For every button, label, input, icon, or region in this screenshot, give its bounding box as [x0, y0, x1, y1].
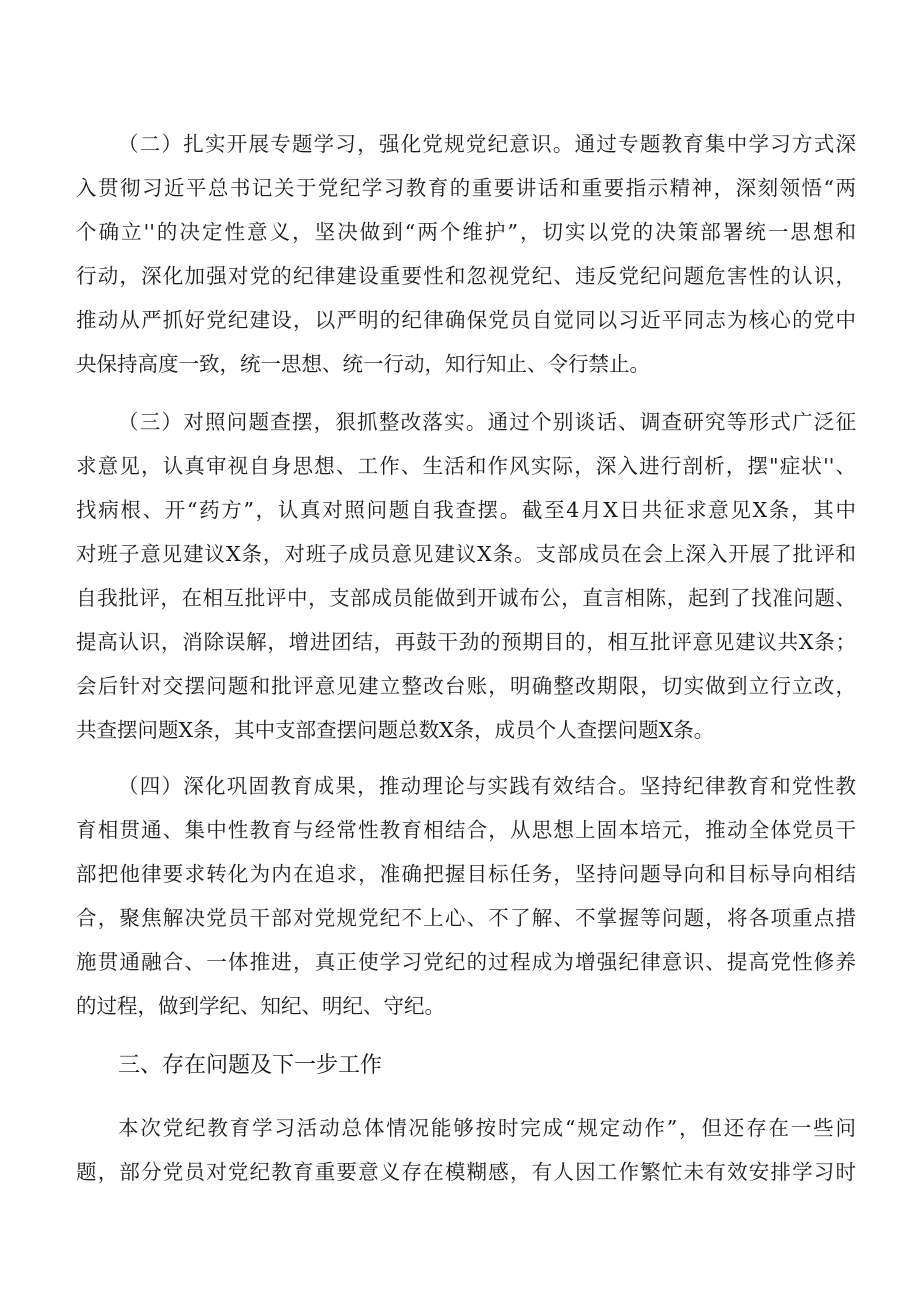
- paragraph-line: 推动从严抓好党纪建设，以严明的纪律确保党员自觉同以习近平同志为核心的党中: [76, 308, 856, 332]
- paragraph-line: 求意见，认真审视自身思想、工作、生活和作风实际，深入进行剖析，摆"症状''、: [76, 454, 856, 478]
- paragraph-line: 个确立''的决定性意义，坚决做到“两个维护”，切实以党的决策部署统一思想和: [76, 220, 856, 244]
- paragraph-line: 施贯通融合、一体推进，真正使学习党纪的过程成为增强纪律意识、提高党性修养: [76, 950, 856, 974]
- paragraph-line: 共查摆问题X条，其中支部查摆问题总数X条，成员个人查摆问题X条。: [76, 718, 715, 742]
- paragraph-line: （二）扎实开展专题学习，强化党规党纪意识。通过专题教育集中学习方式深: [118, 132, 856, 156]
- paragraph-line: 找病根、开“药方”，认真对照问题自我查摆。截至4月X日共征求意见X条，其中: [76, 498, 856, 522]
- paragraph-line: 题，部分党员对党纪教育重要意义存在模糊感，有人因工作繁忙未有效安排学习时: [76, 1160, 856, 1184]
- paragraph-line: 自我批评，在相互批评中，支部成员能做到开诚布公，直言相陈，起到了找准问题、: [76, 586, 856, 610]
- section-heading: 三、存在问题及下一步工作: [118, 1053, 383, 1078]
- paragraph-line: 合，聚焦解决党员干部对党规党纪不上心、不了解、不掌握等问题，将各项重点措: [76, 906, 856, 930]
- paragraph-line: 行动，深化加强对党的纪律建设重要性和忽视党纪、违反党纪问题危害性的认识，: [76, 264, 856, 288]
- paragraph-line: 本次党纪教育学习活动总体情况能够按时完成“规定动作”，但还存在一些问: [118, 1116, 856, 1140]
- paragraph-line: 央保持高度一致，统一思想、统一行动，知行知止、令行禁止。: [76, 352, 650, 376]
- paragraph-line: （四）深化巩固教育成果，推动理论与实践有效结合。坚持纪律教育和党性教: [118, 774, 856, 798]
- paragraph-line: 入贯彻习近平总书记关于党纪学习教育的重要讲话和重要指示精神，深刻领悟“两: [76, 176, 856, 200]
- paragraph-line: （三）对照问题查摆，狠抓整改落实。通过个别谈话、调查研究等形式广泛征: [118, 410, 856, 434]
- paragraph-line: 提高认识，消除误解，增进团结，再鼓干劲的预期目的，相互批评意见建议共X条；: [76, 630, 856, 654]
- paragraph-line: 的过程，做到学纪、知纪、明纪、守纪。: [76, 994, 445, 1018]
- paragraph-line: 对班子意见建议X条，对班子成员意见建议X条。支部成员在会上深入开展了批评和: [76, 542, 856, 566]
- paragraph-line: 会后针对交摆问题和批评意见建立整改台账，明确整改期限，切实做到立行立改，: [76, 674, 856, 698]
- paragraph-line: 育相贯通、集中性教育与经常性教育相结合，从思想上固本培元，推动全体党员干: [76, 818, 856, 842]
- paragraph-line: 部把他律要求转化为内在追求，准确把握目标任务，坚持问题导向和目标导向相结: [76, 862, 856, 886]
